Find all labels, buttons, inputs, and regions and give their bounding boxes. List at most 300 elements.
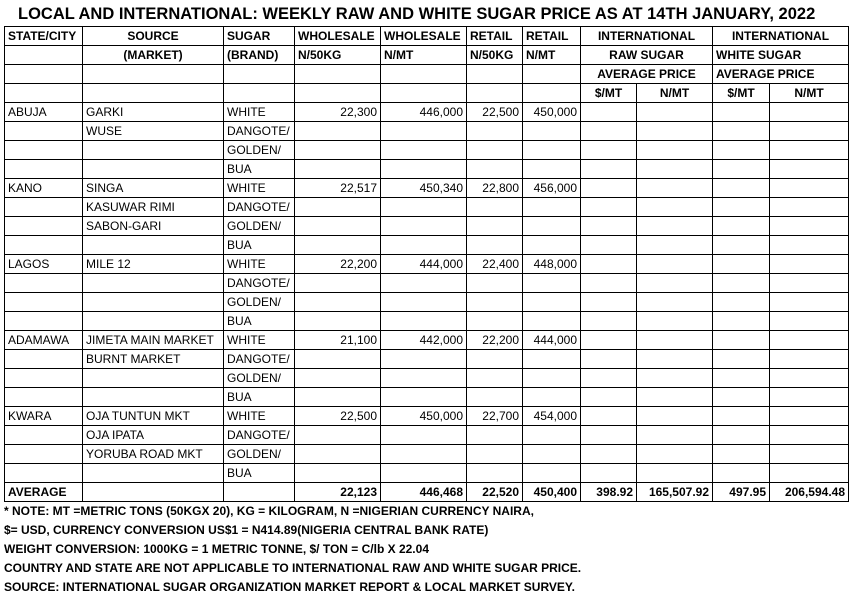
retail-50kg-cell[interactable] — [467, 388, 523, 407]
header-white-n-mt[interactable]: N/MT — [770, 84, 849, 103]
intl-cell[interactable] — [581, 388, 637, 407]
source-cell[interactable]: BURNT MARKET — [83, 350, 224, 369]
intl-cell[interactable] — [637, 217, 713, 236]
header-wholesale-50kg[interactable]: WHOLESALE — [295, 27, 381, 46]
cell[interactable] — [5, 65, 83, 84]
intl-cell[interactable] — [770, 255, 849, 274]
intl-cell[interactable] — [581, 217, 637, 236]
intl-cell[interactable] — [713, 331, 770, 350]
intl-cell[interactable] — [770, 426, 849, 445]
wholesale-mt-cell[interactable] — [381, 236, 467, 255]
intl-cell[interactable] — [713, 179, 770, 198]
retail-mt-cell[interactable]: 444,000 — [523, 331, 581, 350]
wholesale-mt-cell[interactable] — [381, 369, 467, 388]
state-cell[interactable] — [5, 274, 83, 293]
intl-cell[interactable] — [770, 445, 849, 464]
intl-cell[interactable] — [637, 122, 713, 141]
source-cell[interactable]: SABON-GARI — [83, 217, 224, 236]
wholesale-mt-cell[interactable] — [381, 198, 467, 217]
wholesale-50kg-cell[interactable]: 22,300 — [295, 103, 381, 122]
intl-cell[interactable] — [770, 236, 849, 255]
intl-cell[interactable] — [713, 445, 770, 464]
cell[interactable] — [523, 84, 581, 103]
state-cell[interactable] — [5, 464, 83, 483]
table-row — [5, 274, 849, 293]
intl-cell[interactable] — [770, 331, 849, 350]
wholesale-50kg-cell[interactable]: 22,500 — [295, 407, 381, 426]
retail-mt-cell[interactable]: 456,000 — [523, 179, 581, 198]
cell[interactable] — [83, 65, 224, 84]
header-raw-n-mt[interactable]: N/MT — [637, 84, 713, 103]
header-source[interactable]: SOURCE — [83, 27, 224, 46]
average-label[interactable]: AVERAGE — [5, 483, 83, 502]
wholesale-50kg-cell[interactable]: 21,100 — [295, 331, 381, 350]
retail-mt-cell[interactable] — [523, 274, 581, 293]
intl-cell[interactable] — [770, 160, 849, 179]
wholesale-mt-cell[interactable] — [381, 122, 467, 141]
intl-cell[interactable] — [637, 103, 713, 122]
wholesale-mt-cell[interactable] — [381, 217, 467, 236]
brand-cell[interactable]: DANGOTE/ — [224, 274, 295, 293]
wholesale-mt-cell[interactable] — [381, 350, 467, 369]
cell[interactable] — [295, 84, 381, 103]
header-row-3 — [5, 65, 849, 84]
intl-cell[interactable] — [581, 331, 637, 350]
average-white-usd[interactable]: 497.95 — [713, 483, 770, 502]
intl-cell[interactable] — [581, 407, 637, 426]
intl-cell[interactable] — [581, 274, 637, 293]
retail-mt-cell[interactable] — [523, 369, 581, 388]
source-cell[interactable] — [83, 312, 224, 331]
retail-mt-cell[interactable]: 448,000 — [523, 255, 581, 274]
source-cell[interactable] — [83, 236, 224, 255]
intl-cell[interactable] — [581, 445, 637, 464]
intl-cell[interactable] — [637, 293, 713, 312]
intl-cell[interactable] — [637, 160, 713, 179]
state-cell[interactable] — [5, 160, 83, 179]
retail-mt-cell[interactable] — [523, 464, 581, 483]
retail-mt-cell[interactable] — [523, 350, 581, 369]
brand-cell[interactable]: GOLDEN/ — [224, 217, 295, 236]
wholesale-50kg-cell[interactable] — [295, 369, 381, 388]
average-retail-mt[interactable]: 450,400 — [523, 483, 581, 502]
sheet-title: LOCAL AND INTERNATIONAL: WEEKLY RAW AND WHITE SUGAR PRICE AS AT 14TH JANUARY, 2022 — [18, 5, 816, 23]
brand-cell[interactable]: DANGOTE/ — [224, 350, 295, 369]
table-row — [5, 255, 849, 274]
retail-mt-cell[interactable] — [523, 141, 581, 160]
intl-cell[interactable] — [770, 350, 849, 369]
table-row — [5, 369, 849, 388]
cell[interactable] — [83, 483, 224, 502]
intl-cell[interactable] — [637, 274, 713, 293]
intl-cell[interactable] — [713, 407, 770, 426]
retail-mt-cell[interactable] — [523, 426, 581, 445]
intl-cell[interactable] — [770, 369, 849, 388]
intl-cell[interactable] — [637, 255, 713, 274]
intl-cell[interactable] — [713, 141, 770, 160]
price-table — [4, 26, 849, 502]
average-retail-50kg[interactable]: 22,520 — [467, 483, 523, 502]
intl-cell[interactable] — [713, 426, 770, 445]
header-row-1 — [5, 27, 849, 46]
retail-50kg-cell[interactable] — [467, 217, 523, 236]
intl-cell[interactable] — [713, 369, 770, 388]
retail-mt-cell[interactable] — [523, 160, 581, 179]
average-raw-usd[interactable]: 398.92 — [581, 483, 637, 502]
state-cell[interactable]: ADAMAWA — [5, 331, 83, 350]
intl-cell[interactable] — [637, 426, 713, 445]
cell[interactable] — [224, 84, 295, 103]
intl-cell[interactable] — [637, 198, 713, 217]
retail-mt-cell[interactable] — [523, 198, 581, 217]
intl-cell[interactable] — [581, 293, 637, 312]
header-intl-raw-sub[interactable]: RAW SUGAR — [581, 46, 713, 65]
intl-cell[interactable] — [713, 198, 770, 217]
retail-mt-cell[interactable] — [523, 312, 581, 331]
brand-cell[interactable]: BUA — [224, 160, 295, 179]
header-intl-raw[interactable]: INTERNATIONAL — [581, 27, 713, 46]
wholesale-mt-cell[interactable] — [381, 464, 467, 483]
source-cell[interactable] — [83, 141, 224, 160]
intl-cell[interactable] — [637, 331, 713, 350]
intl-cell[interactable] — [637, 445, 713, 464]
brand-cell[interactable]: GOLDEN/ — [224, 141, 295, 160]
wholesale-mt-cell[interactable] — [381, 445, 467, 464]
retail-50kg-cell[interactable] — [467, 426, 523, 445]
intl-cell[interactable] — [713, 388, 770, 407]
state-cell[interactable] — [5, 217, 83, 236]
header-white-usd-mt[interactable]: $/MT — [713, 84, 770, 103]
source-cell[interactable]: GARKI — [83, 103, 224, 122]
intl-cell[interactable] — [713, 293, 770, 312]
wholesale-mt-cell[interactable] — [381, 160, 467, 179]
table-row — [5, 331, 849, 350]
intl-cell[interactable] — [581, 141, 637, 160]
cell[interactable] — [5, 84, 83, 103]
intl-cell[interactable] — [581, 179, 637, 198]
wholesale-50kg-cell[interactable] — [295, 426, 381, 445]
average-white-n[interactable]: 206,594.48 — [770, 483, 849, 502]
intl-cell[interactable] — [581, 312, 637, 331]
intl-cell[interactable] — [637, 141, 713, 160]
retail-mt-cell[interactable]: 450,000 — [523, 103, 581, 122]
intl-cell[interactable] — [770, 179, 849, 198]
brand-cell[interactable]: GOLDEN/ — [224, 369, 295, 388]
intl-cell[interactable] — [770, 217, 849, 236]
cell[interactable] — [224, 483, 295, 502]
wholesale-50kg-cell[interactable] — [295, 141, 381, 160]
brand-cell[interactable]: BUA — [224, 464, 295, 483]
retail-50kg-cell[interactable] — [467, 274, 523, 293]
table-row — [5, 160, 849, 179]
wholesale-50kg-cell[interactable]: 22,200 — [295, 255, 381, 274]
intl-cell[interactable] — [770, 122, 849, 141]
retail-mt-cell[interactable]: 454,000 — [523, 407, 581, 426]
retail-50kg-cell[interactable] — [467, 198, 523, 217]
intl-cell[interactable] — [637, 464, 713, 483]
state-cell[interactable] — [5, 350, 83, 369]
intl-cell[interactable] — [770, 198, 849, 217]
note-line[interactable]: COUNTRY AND STATE ARE NOT APPLICABLE TO INTERNATIONAL RAW AND WHITE SUGAR PRICE. — [4, 561, 582, 575]
table-row — [5, 179, 849, 198]
state-cell[interactable]: KANO — [5, 179, 83, 198]
intl-cell[interactable] — [770, 388, 849, 407]
source-cell[interactable] — [83, 160, 224, 179]
wholesale-50kg-cell[interactable] — [295, 274, 381, 293]
intl-cell[interactable] — [581, 103, 637, 122]
wholesale-50kg-cell[interactable] — [295, 198, 381, 217]
intl-cell[interactable] — [770, 407, 849, 426]
source-cell[interactable] — [83, 388, 224, 407]
state-cell[interactable] — [5, 426, 83, 445]
state-cell[interactable] — [5, 198, 83, 217]
wholesale-50kg-cell[interactable] — [295, 160, 381, 179]
intl-cell[interactable] — [637, 407, 713, 426]
intl-cell[interactable] — [713, 255, 770, 274]
wholesale-mt-cell[interactable]: 444,000 — [381, 255, 467, 274]
table-row — [5, 103, 849, 122]
header-intl-white[interactable]: INTERNATIONAL — [713, 27, 849, 46]
source-cell[interactable]: OJA TUNTUN MKT — [83, 407, 224, 426]
intl-cell[interactable] — [581, 255, 637, 274]
wholesale-50kg-cell[interactable] — [295, 122, 381, 141]
cell[interactable] — [467, 84, 523, 103]
source-cell[interactable] — [83, 369, 224, 388]
wholesale-mt-cell[interactable]: 446,000 — [381, 103, 467, 122]
brand-cell[interactable]: WHITE — [224, 407, 295, 426]
state-cell[interactable]: LAGOS — [5, 255, 83, 274]
state-cell[interactable]: KWARA — [5, 407, 83, 426]
cell[interactable] — [381, 84, 467, 103]
source-cell[interactable]: WUSE — [83, 122, 224, 141]
brand-cell[interactable]: DANGOTE/ — [224, 426, 295, 445]
intl-cell[interactable] — [713, 274, 770, 293]
retail-50kg-cell[interactable]: 22,700 — [467, 407, 523, 426]
intl-cell[interactable] — [770, 274, 849, 293]
table-row — [5, 388, 849, 407]
intl-cell[interactable] — [770, 293, 849, 312]
retail-mt-cell[interactable] — [523, 388, 581, 407]
intl-cell[interactable] — [581, 236, 637, 255]
state-cell[interactable] — [5, 293, 83, 312]
wholesale-mt-cell[interactable] — [381, 388, 467, 407]
brand-cell[interactable]: WHITE — [224, 179, 295, 198]
header-wholesale-50kg-sub[interactable]: N/50KG — [295, 46, 381, 65]
source-cell[interactable]: YORUBA ROAD MKT — [83, 445, 224, 464]
brand-cell[interactable]: WHITE — [224, 255, 295, 274]
header-sugar-sub[interactable]: (BRAND) — [224, 46, 295, 65]
state-cell[interactable] — [5, 388, 83, 407]
intl-cell[interactable] — [713, 236, 770, 255]
intl-cell[interactable] — [770, 464, 849, 483]
source-cell[interactable] — [83, 293, 224, 312]
table-row — [5, 312, 849, 331]
source-cell[interactable] — [83, 464, 224, 483]
header-retail-50kg-sub[interactable]: N/50KG — [467, 46, 523, 65]
table-row — [5, 350, 849, 369]
intl-cell[interactable] — [581, 198, 637, 217]
retail-mt-cell[interactable] — [523, 445, 581, 464]
header-intl-white-sub[interactable]: WHITE SUGAR — [713, 46, 849, 65]
wholesale-50kg-cell[interactable] — [295, 293, 381, 312]
wholesale-mt-cell[interactable] — [381, 274, 467, 293]
retail-mt-cell[interactable] — [523, 236, 581, 255]
header-intl-raw-avg[interactable]: AVERAGE PRICE — [581, 65, 713, 84]
retail-mt-cell[interactable] — [523, 122, 581, 141]
header-wholesale-mt[interactable]: WHOLESALE — [381, 27, 467, 46]
source-cell[interactable]: KASUWAR RIMI — [83, 198, 224, 217]
state-cell[interactable] — [5, 122, 83, 141]
retail-50kg-cell[interactable] — [467, 464, 523, 483]
notes-section — [4, 502, 852, 597]
intl-cell[interactable] — [770, 103, 849, 122]
header-retail-50kg[interactable]: RETAIL — [467, 27, 523, 46]
wholesale-50kg-cell[interactable] — [295, 236, 381, 255]
table-row — [5, 464, 849, 483]
brand-cell[interactable]: BUA — [224, 236, 295, 255]
intl-cell[interactable] — [581, 426, 637, 445]
retail-50kg-cell[interactable] — [467, 236, 523, 255]
intl-cell[interactable] — [637, 179, 713, 198]
state-cell[interactable] — [5, 445, 83, 464]
wholesale-50kg-cell[interactable] — [295, 312, 381, 331]
wholesale-mt-cell[interactable] — [381, 141, 467, 160]
retail-50kg-cell[interactable] — [467, 293, 523, 312]
wholesale-mt-cell[interactable]: 450,000 — [381, 407, 467, 426]
header-raw-usd-mt[interactable]: $/MT — [581, 84, 637, 103]
brand-cell[interactable]: DANGOTE/ — [224, 122, 295, 141]
intl-cell[interactable] — [581, 160, 637, 179]
intl-cell[interactable] — [581, 122, 637, 141]
wholesale-mt-cell[interactable] — [381, 426, 467, 445]
header-wholesale-mt-sub[interactable]: N/MT — [381, 46, 467, 65]
header-row-2 — [5, 46, 849, 65]
intl-cell[interactable] — [713, 103, 770, 122]
header-retail-mt-sub[interactable]: N/MT — [523, 46, 581, 65]
retail-50kg-cell[interactable]: 22,800 — [467, 179, 523, 198]
intl-cell[interactable] — [713, 350, 770, 369]
intl-cell[interactable] — [637, 388, 713, 407]
retail-50kg-cell[interactable] — [467, 122, 523, 141]
cell[interactable] — [467, 65, 523, 84]
header-intl-white-avg[interactable]: AVERAGE PRICE — [713, 65, 849, 84]
table-row — [5, 445, 849, 464]
wholesale-mt-cell[interactable]: 442,000 — [381, 331, 467, 350]
source-cell[interactable]: JIMETA MAIN MARKET — [83, 331, 224, 350]
source-cell[interactable]: SINGA — [83, 179, 224, 198]
table-row — [5, 236, 849, 255]
cell[interactable] — [295, 65, 381, 84]
brand-cell[interactable]: GOLDEN/ — [224, 445, 295, 464]
intl-cell[interactable] — [637, 312, 713, 331]
brand-cell[interactable]: DANGOTE/ — [224, 198, 295, 217]
note-line[interactable]: WEIGHT CONVERSION: 1000KG = 1 METRIC TONNE, $/ TON = C/lb X 22.04 — [4, 542, 429, 556]
note-line[interactable]: SOURCE: INTERNATIONAL SUGAR ORGANIZATION MARKET REPORT & LOCAL MARKET SURVEY. — [4, 580, 575, 594]
header-state-city[interactable]: STATE/CITY — [5, 27, 83, 46]
source-cell[interactable]: MILE 12 — [83, 255, 224, 274]
cell[interactable] — [381, 65, 467, 84]
header-sugar[interactable]: SUGAR — [224, 27, 295, 46]
average-wholesale-mt[interactable]: 446,468 — [381, 483, 467, 502]
brand-cell[interactable]: GOLDEN/ — [224, 293, 295, 312]
intl-cell[interactable] — [713, 122, 770, 141]
state-cell[interactable] — [5, 312, 83, 331]
retail-mt-cell[interactable] — [523, 293, 581, 312]
wholesale-mt-cell[interactable]: 450,340 — [381, 179, 467, 198]
state-cell[interactable] — [5, 141, 83, 160]
table-row — [5, 122, 849, 141]
retail-50kg-cell[interactable] — [467, 350, 523, 369]
brand-cell[interactable]: WHITE — [224, 331, 295, 350]
retail-50kg-cell[interactable]: 22,200 — [467, 331, 523, 350]
average-row — [5, 483, 849, 502]
state-cell[interactable] — [5, 236, 83, 255]
wholesale-50kg-cell[interactable] — [295, 217, 381, 236]
retail-50kg-cell[interactable] — [467, 312, 523, 331]
state-cell[interactable]: ABUJA — [5, 103, 83, 122]
intl-cell[interactable] — [637, 369, 713, 388]
header-retail-mt[interactable]: RETAIL — [523, 27, 581, 46]
intl-cell[interactable] — [713, 312, 770, 331]
cell[interactable] — [5, 46, 83, 65]
brand-cell[interactable]: WHITE — [224, 103, 295, 122]
brand-cell[interactable]: BUA — [224, 312, 295, 331]
wholesale-50kg-cell[interactable] — [295, 464, 381, 483]
wholesale-mt-cell[interactable] — [381, 312, 467, 331]
intl-cell[interactable] — [581, 464, 637, 483]
retail-50kg-cell[interactable] — [467, 160, 523, 179]
average-raw-n[interactable]: 165,507.92 — [637, 483, 713, 502]
wholesale-50kg-cell[interactable] — [295, 388, 381, 407]
wholesale-50kg-cell[interactable]: 22,517 — [295, 179, 381, 198]
retail-50kg-cell[interactable]: 22,400 — [467, 255, 523, 274]
intl-cell[interactable] — [637, 350, 713, 369]
header-source-sub[interactable]: (MARKET) — [83, 46, 224, 65]
wholesale-mt-cell[interactable] — [381, 293, 467, 312]
table-row — [5, 141, 849, 160]
intl-cell[interactable] — [770, 141, 849, 160]
note-line[interactable]: * NOTE: MT =METRIC TONS (50KGX 20), KG = KILOGRAM, N =NIGERIAN CURRENCY NAIRA, — [4, 504, 534, 518]
cell[interactable] — [523, 65, 581, 84]
table-row — [5, 426, 849, 445]
wholesale-50kg-cell[interactable] — [295, 350, 381, 369]
note-line[interactable]: $= USD, CURRENCY CONVERSION US$1 = N414.89(NIGERIA CENTRAL BANK RATE) — [4, 523, 489, 537]
average-wholesale-50kg[interactable]: 22,123 — [295, 483, 381, 502]
cell[interactable] — [224, 65, 295, 84]
intl-cell[interactable] — [713, 217, 770, 236]
intl-cell[interactable] — [770, 312, 849, 331]
source-cell[interactable] — [83, 274, 224, 293]
intl-cell[interactable] — [637, 236, 713, 255]
intl-cell[interactable] — [581, 350, 637, 369]
intl-cell[interactable] — [581, 369, 637, 388]
wholesale-50kg-cell[interactable] — [295, 445, 381, 464]
retail-mt-cell[interactable] — [523, 217, 581, 236]
state-cell[interactable] — [5, 369, 83, 388]
retail-50kg-cell[interactable]: 22,500 — [467, 103, 523, 122]
source-cell[interactable]: OJA IPATA — [83, 426, 224, 445]
intl-cell[interactable] — [713, 160, 770, 179]
intl-cell[interactable] — [713, 464, 770, 483]
retail-50kg-cell[interactable] — [467, 141, 523, 160]
header-row-4 — [5, 84, 849, 103]
retail-50kg-cell[interactable] — [467, 445, 523, 464]
retail-50kg-cell[interactable] — [467, 369, 523, 388]
table-row — [5, 293, 849, 312]
brand-cell[interactable]: BUA — [224, 388, 295, 407]
cell[interactable] — [83, 84, 224, 103]
table-row — [5, 198, 849, 217]
